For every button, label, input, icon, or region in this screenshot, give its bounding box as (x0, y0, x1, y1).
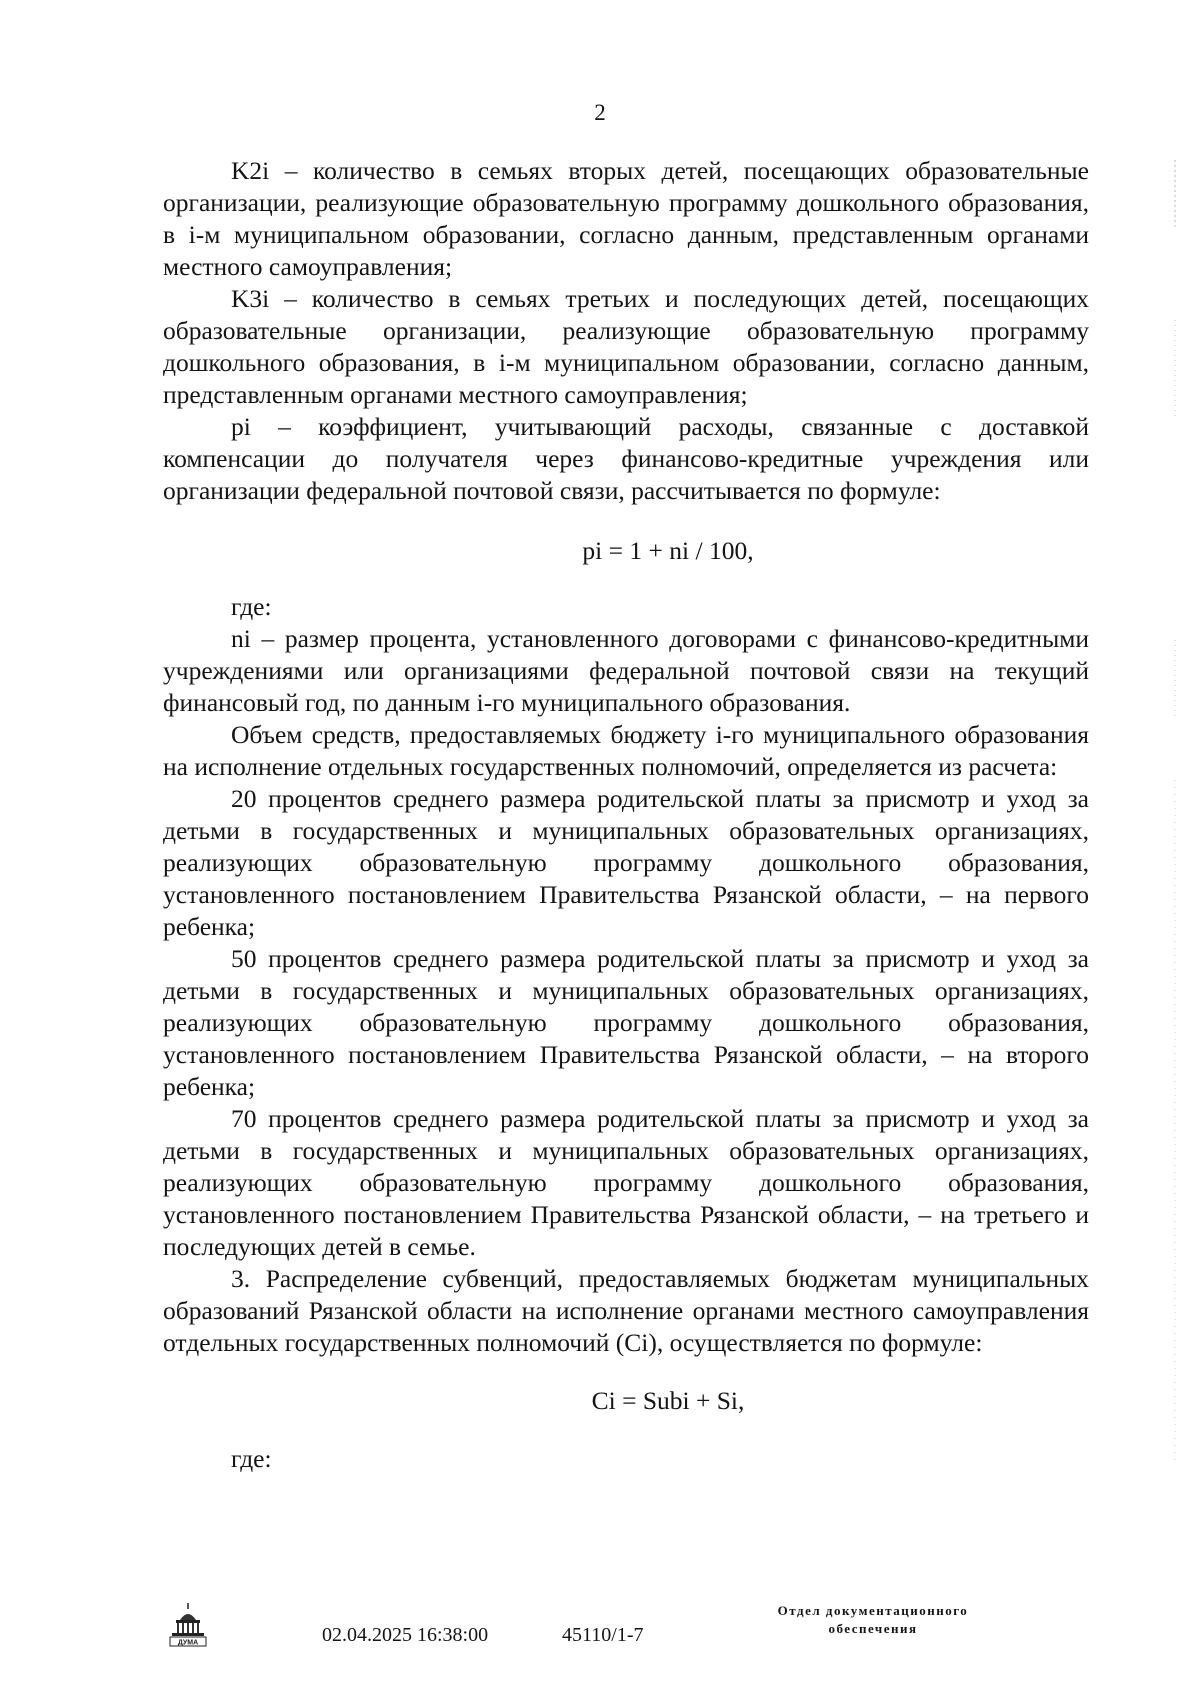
paragraph-where-1: где: (231, 592, 272, 621)
logo-text: ДУМА (177, 1639, 199, 1647)
paragraph-20-percent: 20 процентов среднего размера родительской платы за присмотр и уход за детьми в государственных и муниципальных образовательных организациях, реализующих образовательную программу дошкольного образования, установленного постановлением Правительства Рязанской области, – на первого ребенка; (163, 784, 1089, 941)
page-number: 2 (594, 100, 606, 125)
paragraph-k2i: K2i – количество в семьях вторых детей, посещающих образовательные организации, реализующие образовательную программу дошкольного образования, в i-м муниципальном образовании, согласно данным, представленным органами местного самоуправления; (163, 156, 1089, 281)
scan-margin-marks (1172, 160, 1178, 1510)
paragraph-where-2: где: (231, 1444, 272, 1473)
document-body (163, 155, 1089, 1475)
paragraph-50-percent: 50 процентов среднего размера родительской платы за присмотр и уход за детьми в государственных и муниципальных образовательных организациях, реализующих образовательную программу дошкольного образования, установленного постановлением Правительства Рязанской области, – на второго ребенка; (163, 944, 1089, 1101)
document-number: 45110/1-7 (562, 1624, 644, 1646)
paragraph-k3i: K3i – количество в семьях третьих и последующих детей, посещающих образовательные организации, реализующие образовательную программу дошкольного образования, в i-м муниципальном образовании, согласно данным, представленным органами местного самоуправления; (163, 284, 1089, 409)
duma-logo-icon (167, 1600, 209, 1648)
paragraph-70-percent: 70 процентов среднего размера родительской платы за присмотр и уход за детьми в государственных и муниципальных образовательных организациях, реализующих образовательную программу дошкольного образования, установленного постановлением Правительства Рязанской области, – на третьего и последующих детей в семье. (163, 1104, 1089, 1261)
stamp-line-2: обеспечения (828, 1621, 918, 1636)
formula-ci: Ci = Subi + Si, (591, 1386, 745, 1415)
formula-pi: pi = 1 + ni / 100, (582, 536, 754, 565)
stamp-line-1: Отдел документационного (777, 1603, 969, 1618)
paragraph-volume: Объем средств, предоставляемых бюджету i-го муниципального образования на исполнение отдельных государственных полномочий, определяется из расчета: (163, 720, 1089, 781)
department-stamp (733, 1602, 1013, 1638)
paragraph-ni: ni – размер процента, установленного договорами с финансово-кредитными учреждениями или организациями федеральной почтовой связи на текущий финансовый год, по данным i-го муниципального образования. (163, 624, 1089, 717)
registration-datetime: 02.04.2025 16:38:00 (322, 1624, 489, 1646)
paragraph-pi: pi – коэффициент, учитывающий расходы, связанные с доставкой компенсации до получателя через финансово-кредитные учреждения или организации федеральной почтовой связи, рассчитывается по формуле: (163, 412, 1089, 505)
paragraph-section-3: 3. Распределение субвенций, предоставляемых бюджетам муниципальных образований Рязанской области на исполнение органами местного самоуправления отдельных государственных полномочий (Ci), осуществляется по формуле: (163, 1264, 1089, 1357)
